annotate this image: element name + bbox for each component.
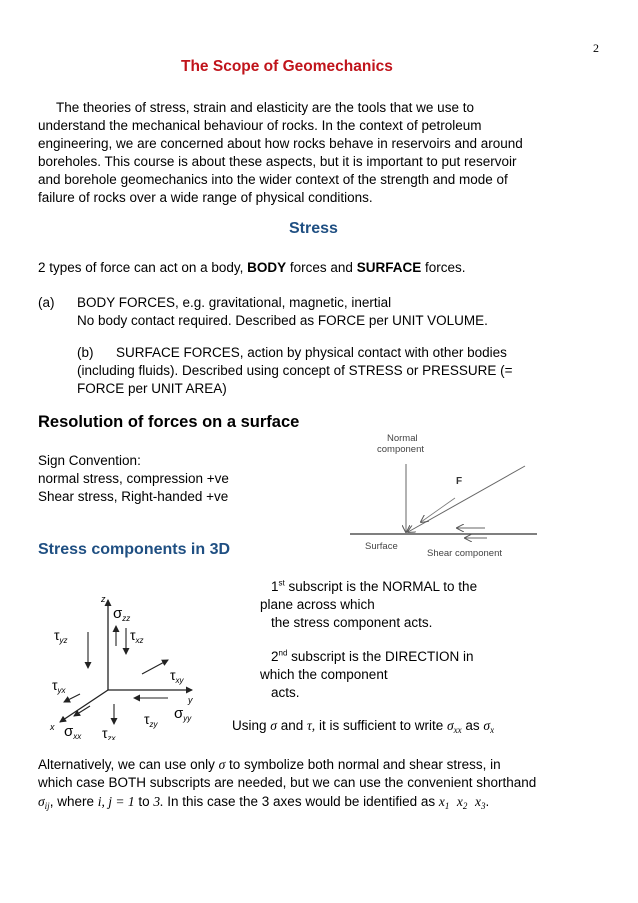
using-sub-x: x (490, 725, 495, 735)
last-x1: x (438, 794, 445, 809)
sign-convention-line-1: Sign Convention: (38, 453, 141, 468)
xy-sub: xy (175, 676, 184, 685)
using-pre: Using (232, 718, 271, 733)
zx-sub: zx (107, 734, 116, 740)
first-subscript-line-2: plane across which (260, 597, 375, 612)
normal-label-1: Normal (387, 433, 418, 444)
item-b-line-1: SURFACE FORCES, action by physical contact with other bodies (116, 345, 507, 360)
alt-line-1 (38, 756, 501, 774)
intro-line-1: The theories of stress, strain and elasticity are the tools that we use to (56, 100, 474, 115)
sign-convention-line-2: normal stress, compression +ve (38, 471, 229, 486)
types-pre: 2 types of force can act on a body, (38, 260, 248, 275)
z-axis-label: z (101, 594, 106, 604)
second-num: 2 (271, 649, 279, 664)
stress-cube-diagram (40, 590, 215, 740)
intro-line-2: understand the mechanical behaviour of rocks. In the context of petroleum (38, 118, 482, 133)
xy-arrow (142, 660, 168, 674)
tau-yx-label: $\tau_{yx}$ (52, 677, 66, 695)
yx-sub: yx (57, 686, 66, 695)
tau-zy-label: $\tau_{zy}$ (144, 711, 158, 729)
using-sigma-2: σ (446, 718, 454, 733)
item-a-marker: (a) (38, 295, 55, 310)
first-subscript-line-1 (271, 578, 477, 596)
second-sup: nd (278, 648, 288, 658)
second-subscript-line-2: which the component (260, 667, 388, 682)
using-sub-xx: xx (453, 725, 462, 735)
yz-sub: yz (59, 636, 68, 645)
shear-label: Shear component (427, 548, 502, 559)
zy-sub: zy (149, 720, 158, 729)
last-ij-eq: i, j = 1 (97, 794, 135, 809)
tau-xy-label: $\tau_{xy}$ (170, 667, 184, 685)
intro-line-3: engineering, we are concerned about how rocks behave in reservoirs and around (38, 136, 523, 151)
last-s2: 2 (462, 801, 468, 811)
alt-line-2: which case BOTH subscripts are needed, but we can use the convenient shorthand (38, 775, 537, 790)
tau-zx-label: $\tau_{zx}$ (102, 725, 117, 740)
normal-label-2: component (377, 444, 425, 455)
resolution-heading: Resolution of forces on a surface (38, 413, 300, 431)
sign-convention-line-3: Shear stress, Right-handed +ve (38, 489, 229, 504)
using-sigma: σ (270, 718, 277, 733)
alt-post: to symbolize both normal and shear stress, in (225, 757, 501, 772)
alt-sigma: σ (218, 757, 226, 772)
using-line (232, 717, 494, 740)
last-rest: In this case the 3 axes would be identified as (163, 794, 439, 809)
intro-line-4: boreholes. This course is about these aspects, but it is important to put reservoir (38, 154, 517, 169)
sigma-zz-label: $\sigma_{zz}$ (113, 605, 131, 623)
types-surface: SURFACE (356, 260, 422, 275)
first-subscript-line-3: the stress component acts. (271, 615, 433, 630)
yx-arrow (64, 694, 80, 702)
types-line (38, 259, 465, 277)
using-sigma-3: σ (483, 718, 491, 733)
intro-line-6: failure of rocks over a wide range of physical conditions. (38, 190, 373, 205)
y-axis-label: y (188, 695, 193, 705)
last-to: to (134, 794, 154, 809)
second-subscript-line-3: acts. (271, 685, 300, 700)
item-b-line-3: FORCE per UNIT AREA) (77, 381, 227, 396)
using-and: and (276, 718, 307, 733)
using-as: as (461, 718, 484, 733)
last-three: 3. (153, 794, 164, 809)
last-end: . (485, 794, 490, 809)
using-tau: τ, (306, 718, 316, 733)
x-axis-label: x (50, 722, 55, 732)
last-x3: x (474, 794, 481, 809)
tau-xz-label: $\tau_{xz}$ (130, 627, 144, 645)
first-sup: st (278, 578, 285, 588)
page-title: The Scope of Geomechanics (181, 58, 393, 75)
intro-line-5: and borehole geomechanics into the wider context of the strength and mode of (38, 172, 508, 187)
force-resolution-diagram (345, 428, 545, 563)
xz-sub: xz (135, 636, 144, 645)
force-arrow-aux (421, 498, 455, 522)
page-number: 2 (593, 41, 599, 55)
item-a-line-2: No body contact required. Described as FORCE per UNIT VOLUME. (77, 313, 488, 328)
x-axis (60, 690, 108, 722)
last-s1: 1 (444, 801, 450, 811)
force-arrow (408, 466, 525, 532)
yy-sub: yy (183, 714, 192, 723)
xx-sub: xx (73, 732, 82, 740)
using-mid: it is sufficient to write (315, 718, 447, 733)
second-subscript-line-1 (271, 648, 473, 666)
types-body: BODY (247, 260, 287, 275)
sigma-xx-label: $\sigma_{xx}$ (64, 723, 82, 740)
sigma-yy-label: $\sigma_{yy}$ (174, 705, 192, 723)
surface-label: Surface (365, 541, 398, 552)
last-where: , where (49, 794, 98, 809)
types-mid: forces and (286, 260, 357, 275)
last-s3: 3 (480, 801, 486, 811)
force-label: F (456, 476, 463, 487)
first-rest: subscript is the NORMAL to the (284, 579, 478, 594)
last-sigma: σ (38, 794, 45, 809)
item-b-line-2: (including fluids). Described using concept of STRESS or PRESSURE (= (77, 363, 513, 378)
types-post: forces. (421, 260, 466, 275)
first-num: 1 (271, 579, 279, 594)
zz-sub: zz (122, 614, 131, 623)
alt-pre: Alternatively, we can use only (38, 757, 219, 772)
last-line (38, 793, 489, 816)
stress-heading: Stress (289, 220, 338, 237)
item-b-marker: (b) (77, 345, 94, 360)
last-sub-ij: ij (44, 801, 50, 811)
item-a-line-1: BODY FORCES, e.g. gravitational, magnetic, inertial (77, 295, 392, 310)
second-rest: subscript is the DIRECTION in (287, 649, 474, 664)
components-heading: Stress components in 3D (38, 541, 231, 558)
tau-yz-label: $\tau_{yz}$ (54, 627, 68, 645)
last-x2: x (456, 794, 463, 809)
